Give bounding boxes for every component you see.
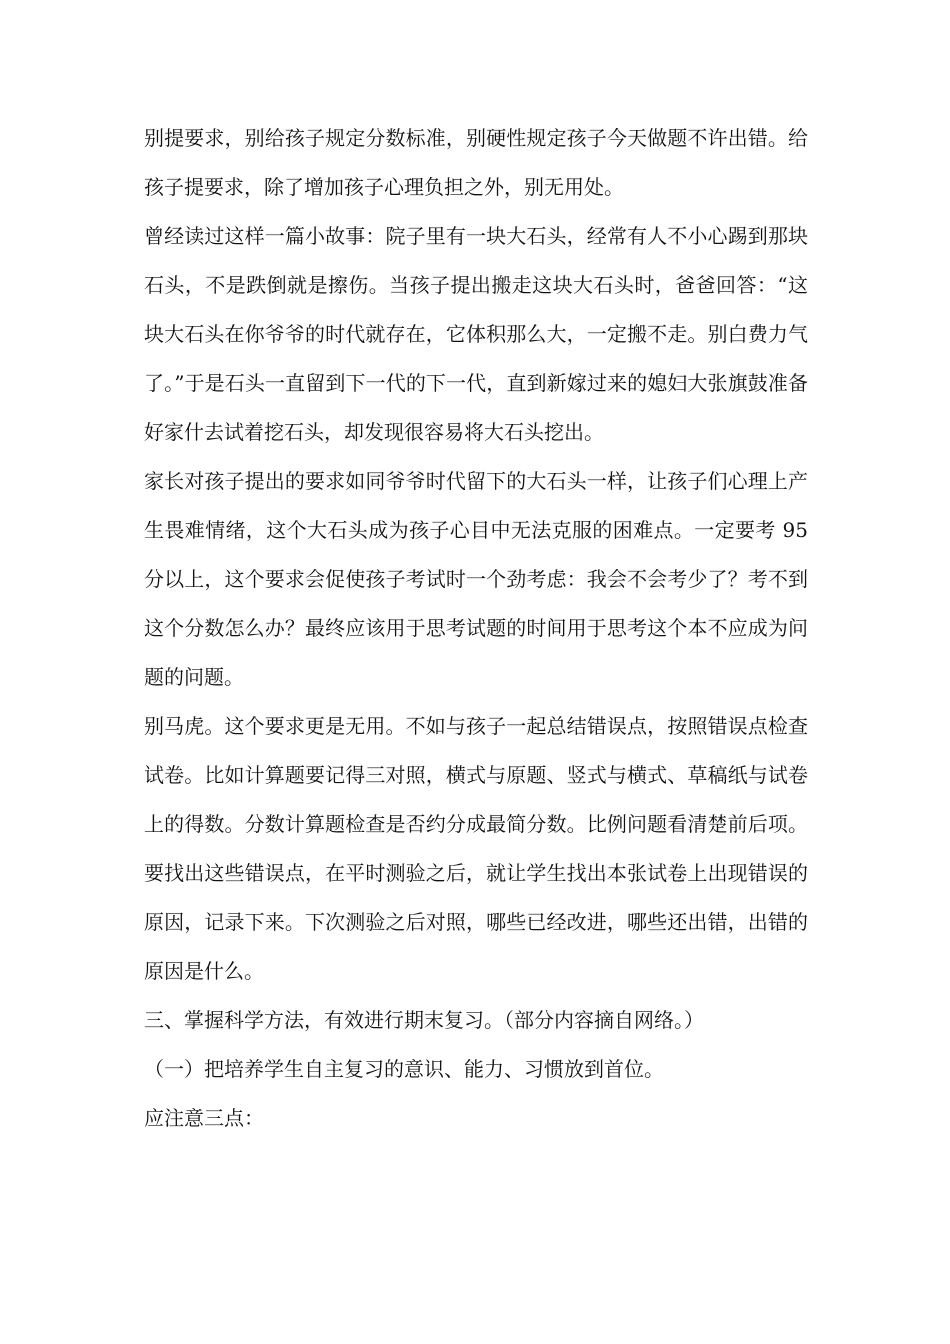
paragraph-stone-story: 曾经读过这样一篇小故事：院子里有一块大石头，经常有人不小心踢到那块石头，不是跌倒就是擦伤。当孩子提出搬走这块大石头时，爸爸回答：“这块大石头在你爷爷的时代就存在，它体积那么大，一定搬不走。别白费力气了。”于是石头一直留到下一代的下一代，直到新嫁过来的媳妇大张旗鼓准备好家什去试着挖石头，却发现很容易将大石头挖出。 [144,224,808,444]
subsection-heading-self-review: （一）把培养学生自主复习的意识、能力、习惯放到首位。 [144,1057,664,1081]
paragraph-three-points: 应注意三点： [144,1106,264,1130]
section-heading-review-methods: 三、掌握科学方法，有效进行期末复习。（部分内容摘自网络。） [144,1008,704,1032]
paragraph-no-demands: 别提要求，别给孩子规定分数标准，别硬性规定孩子今天做题不许出错。给孩子提要求，除了增加孩子心理负担之外，别无用处。 [144,126,808,199]
document-body [144,114,808,1143]
paragraph-carelessness: 别马虎。这个要求更是无用。不如与孩子一起总结错误点，按照错误点检查试卷。比如计算题要记得三对照，横式与原题、竖式与横式、草稿纸与试卷上的得数。分数计算题检查是否约分成最简分数。比例问题看清楚前后项。要找出这些错误点，在平时测验之后，就让学生找出本张试卷上出现错误的原因，记录下来。下次测验之后对照，哪些已经改进，哪些还出错，出错的原因是什么。 [144,714,808,983]
paragraph-parent-demands: 家长对孩子提出的要求如同爷爷时代留下的大石头一样，让孩子们心理上产生畏难情绪，这个大石头成为孩子心目中无法克服的困难点。一定要考 95 分以上，这个要求会促使孩子考试时一个劲考虑：我会不会考少了？考不到这个分数怎么办？最终应该用于思考试题的时间用于思考这个本不应成为问题的问题。 [144,469,808,689]
